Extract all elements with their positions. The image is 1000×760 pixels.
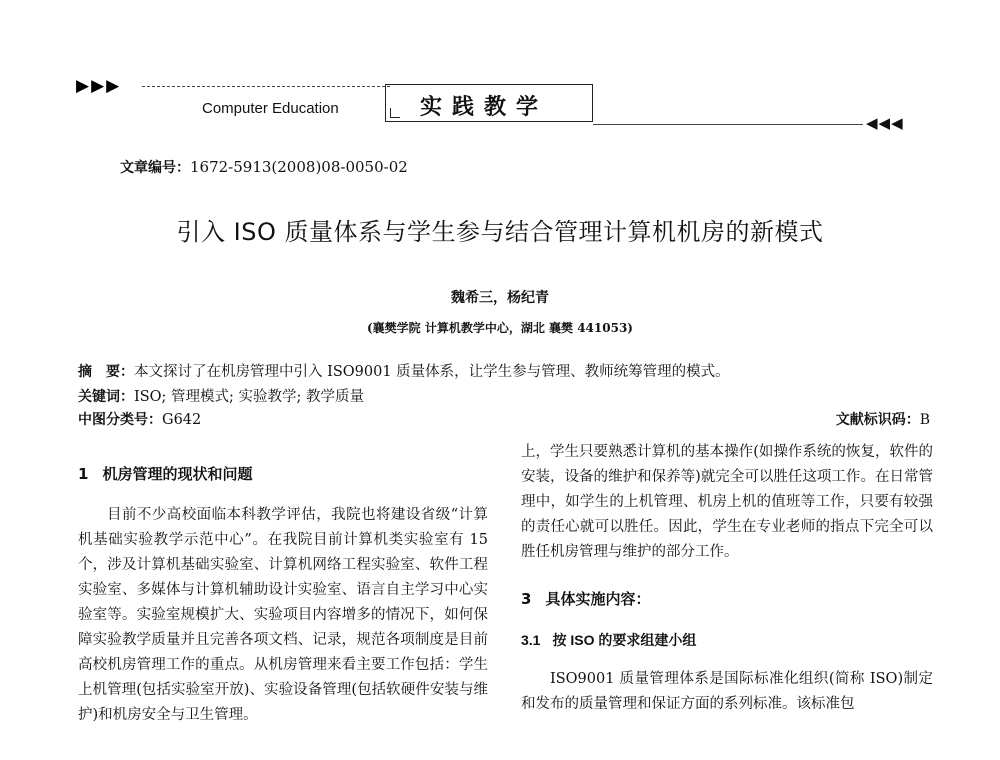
section-1-paragraph: 目前不少高校面临本科教学评估，我院也将建设省级“计算机基础实验教学示范中心”。在我院目前计算机类实验室有 15 个，涉及计算机基础实验室、计算机网络工程实验室、软件工程实验室、多媒体与计算机辅助设计实验室、语言自主学习中心实验室等。实验室规模扩大、实验项目内容增多的情况下，如何保障实验教学质量并且完善各项文档、记录，规范各项制度是目前高校机房管理工作的重点。从机房管理来看主要工作包括：学生上机管理(包括实验室开放)、实验设备管理(包括软硬件安装与维护)和机房安全与卫生管理。 — [78, 507, 488, 723]
abstract-text: 本文探讨了在机房管理中引入 ISO9001 质量体系，让学生参与管理、教师统筹管理的模式。 — [134, 364, 730, 380]
continued-paragraph: 上，学生只要熟悉计算机的基本操作(如操作系统的恢复，软件的安装，设备的维护和保养等)就完全可以胜任这项工作。在日常管理中，如学生的上机管理、机房上机的值班等工作，只要有较强的责任心就可以胜任。因此，学生在专业老师的指点下完全可以胜任机房管理与维护的部分工作。 — [521, 444, 933, 560]
section-label: 实践教学 — [420, 95, 549, 120]
section-1-heading: 1 机房管理的现状和问题 — [78, 465, 253, 483]
left-column — [78, 440, 488, 728]
clc-number: 中图分类号：G642 — [78, 412, 202, 428]
abstract-label: 摘 要 — [78, 364, 120, 380]
authors: 魏希三，杨纪青 — [451, 290, 549, 306]
journal-name: Computer Education — [202, 100, 339, 117]
subsection-3-1-heading: 3.1 按 ISO 的要求组建小组 — [521, 632, 697, 648]
header-rule-right — [593, 124, 863, 125]
keywords-text: ISO; 管理模式; 实验教学; 教学质量 — [134, 389, 365, 405]
paper-title: 引入 ISO 质量体系与学生参与结合管理计算机机房的新模式 — [176, 218, 824, 246]
keywords: 关键词：ISO; 管理模式; 实验教学; 教学质量 — [78, 389, 365, 405]
arrow-left-icon: ◀◀◀ — [866, 114, 904, 132]
journal-header — [0, 0, 1000, 140]
header-rule-left — [142, 86, 390, 87]
article-number: 文章编号：1672-5913(2008)08-0050-02 — [120, 158, 408, 176]
right-column — [521, 440, 933, 717]
abstract: 摘 要：本文探讨了在机房管理中引入 ISO9001 质量体系，让学生参与管理、教师统筹管理的模式。 — [78, 364, 730, 380]
arrow-right-icon: ▶▶▶ — [76, 76, 122, 96]
document-id: 文献标识码：B — [835, 412, 930, 428]
subsection-3-1-paragraph: ISO9001 质量管理体系是国际标准化组织(简称 ISO)制定和发布的质量管理和保证方面的系列标准。该标准包 — [521, 671, 933, 712]
keywords-label: 关键词 — [78, 389, 120, 405]
section-3-heading: 3 具体实施内容： — [521, 590, 651, 608]
affiliation: (襄樊学院 计算机教学中心，湖北 襄樊 441053) — [367, 321, 633, 335]
